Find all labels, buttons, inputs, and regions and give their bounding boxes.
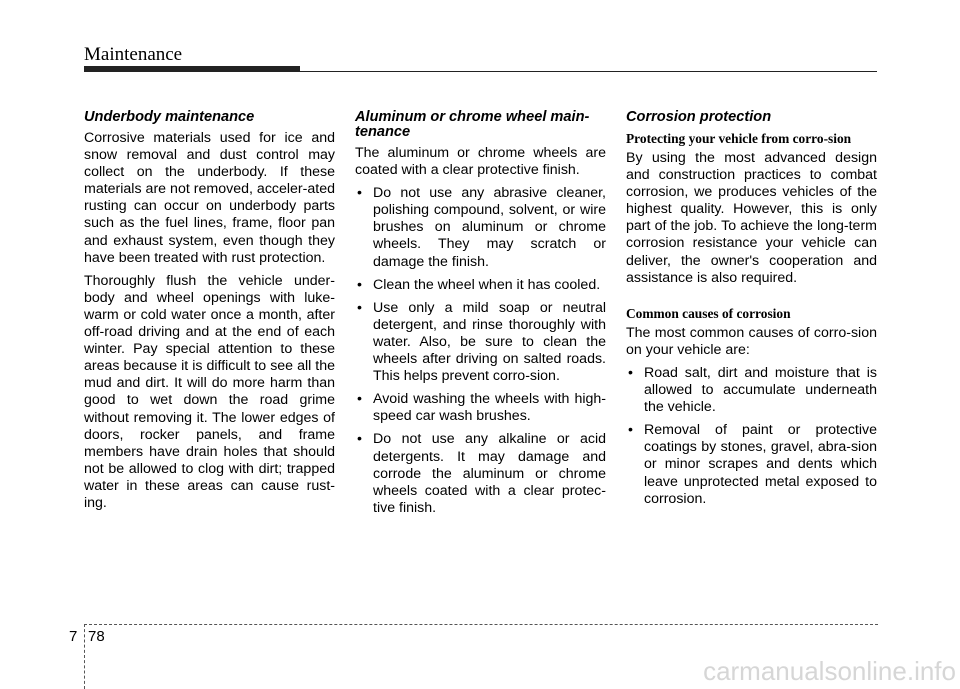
- section-heading-corrosion: Corrosion protection: [626, 109, 772, 125]
- list-item-text: Do not use any abrasive cleaner, polishing compound, solvent, or wire brushes on aluminum or chrome wheels. They may scratch or damage the finish.: [373, 185, 606, 270]
- header-rule: [300, 71, 877, 72]
- bullet-icon: •: [357, 391, 362, 408]
- list-item: [355, 277, 606, 294]
- list-item: [355, 185, 606, 270]
- list-item: [626, 422, 877, 507]
- footer-rule: [84, 624, 878, 625]
- paragraph: The aluminum or chrome wheels are coated with a clear protective finish.: [355, 145, 606, 179]
- list-item: [626, 365, 877, 416]
- bullet-icon: •: [357, 299, 362, 316]
- section-heading-underbody: Underbody maintenance: [84, 109, 255, 125]
- page-number: 78: [88, 628, 105, 645]
- list-item-text: Use only a mild soap or neutral detergent, and rinse thoroughly with water. Also, be sure to clean the wheels after driving on salted roads. This helps prevent corro-sion.: [373, 299, 606, 385]
- paragraph: Corrosive materials used for ice and snow removal and dust control may collect on the underbody. If these materials are not removed, acceler-ated rusting can occur on underbody parts such as the fuel lines, frame, floor pan and exhaust system, even though they have been treated with rust protection.: [84, 130, 335, 266]
- bullet-list-corrosion: [626, 365, 877, 508]
- footer-divider: [84, 624, 85, 689]
- bullet-icon: •: [357, 185, 362, 202]
- list-item-text: Clean the wheel when it has cooled.: [373, 276, 601, 293]
- header-bar: [84, 66, 300, 72]
- list-item: [355, 300, 606, 385]
- paragraph: The most common causes of corro-sion on your vehicle are:: [626, 324, 877, 358]
- subheading-common-causes: Common causes of corrosion: [626, 305, 791, 321]
- bullet-list-wheel: [355, 185, 606, 517]
- bullet-icon: •: [628, 364, 633, 381]
- list-item-text: Avoid washing the wheels with high-speed car wash brushes.: [373, 391, 606, 425]
- bullet-icon: •: [357, 276, 362, 293]
- watermark: carmanualsonline.info: [703, 656, 956, 686]
- column-wheel: [355, 110, 606, 523]
- chapter-number: 7: [69, 628, 78, 645]
- column-underbody: [84, 110, 335, 518]
- list-item: [355, 431, 606, 516]
- subheading-protecting: Protecting your vehicle from corro-sion: [626, 131, 852, 146]
- bullet-icon: •: [628, 422, 633, 439]
- paragraph: By using the most advanced design and construction practices to combat corrosion, we produces vehicles of the highest quality. However, this is only part of the job. To achieve the long-term corrosion resistance your vehicle can deliver, the owner's cooperation and assistance is also required.: [626, 150, 877, 286]
- section-heading-wheel: Aluminum or chrome wheel main-tenance: [355, 109, 590, 140]
- paragraph: Thoroughly flush the vehicle under-body and wheel openings with luke-warm or cold water once a month, after off-road driving and at the end of each winter. Pay special attention to these areas because it is difficult to see all the mud and dirt. It will do more harm than good to wet down the road grime without removing it. The lower edges of doors, rocker panels, and frame members have drain holes that should not be allowed to clog with dirt; trapped water in these areas can cause rust-ing.: [84, 272, 335, 511]
- list-item-text: Road salt, dirt and moisture that is allowed to accumulate underneath the vehicle.: [644, 364, 877, 416]
- list-item: [355, 391, 606, 425]
- bullet-icon: •: [357, 431, 362, 448]
- list-item-text: Removal of paint or protective coatings by stones, gravel, abra-sion or minor scrapes and dents which leave unprotected metal exposed to corrosion.: [644, 422, 877, 507]
- column-corrosion: [626, 110, 877, 514]
- page-header-title: Maintenance: [84, 44, 183, 65]
- list-item-text: Do not use any alkaline or acid detergents. It may damage and corrode the aluminum or chrome wheels coated with a clear protec-tive finish.: [373, 431, 606, 516]
